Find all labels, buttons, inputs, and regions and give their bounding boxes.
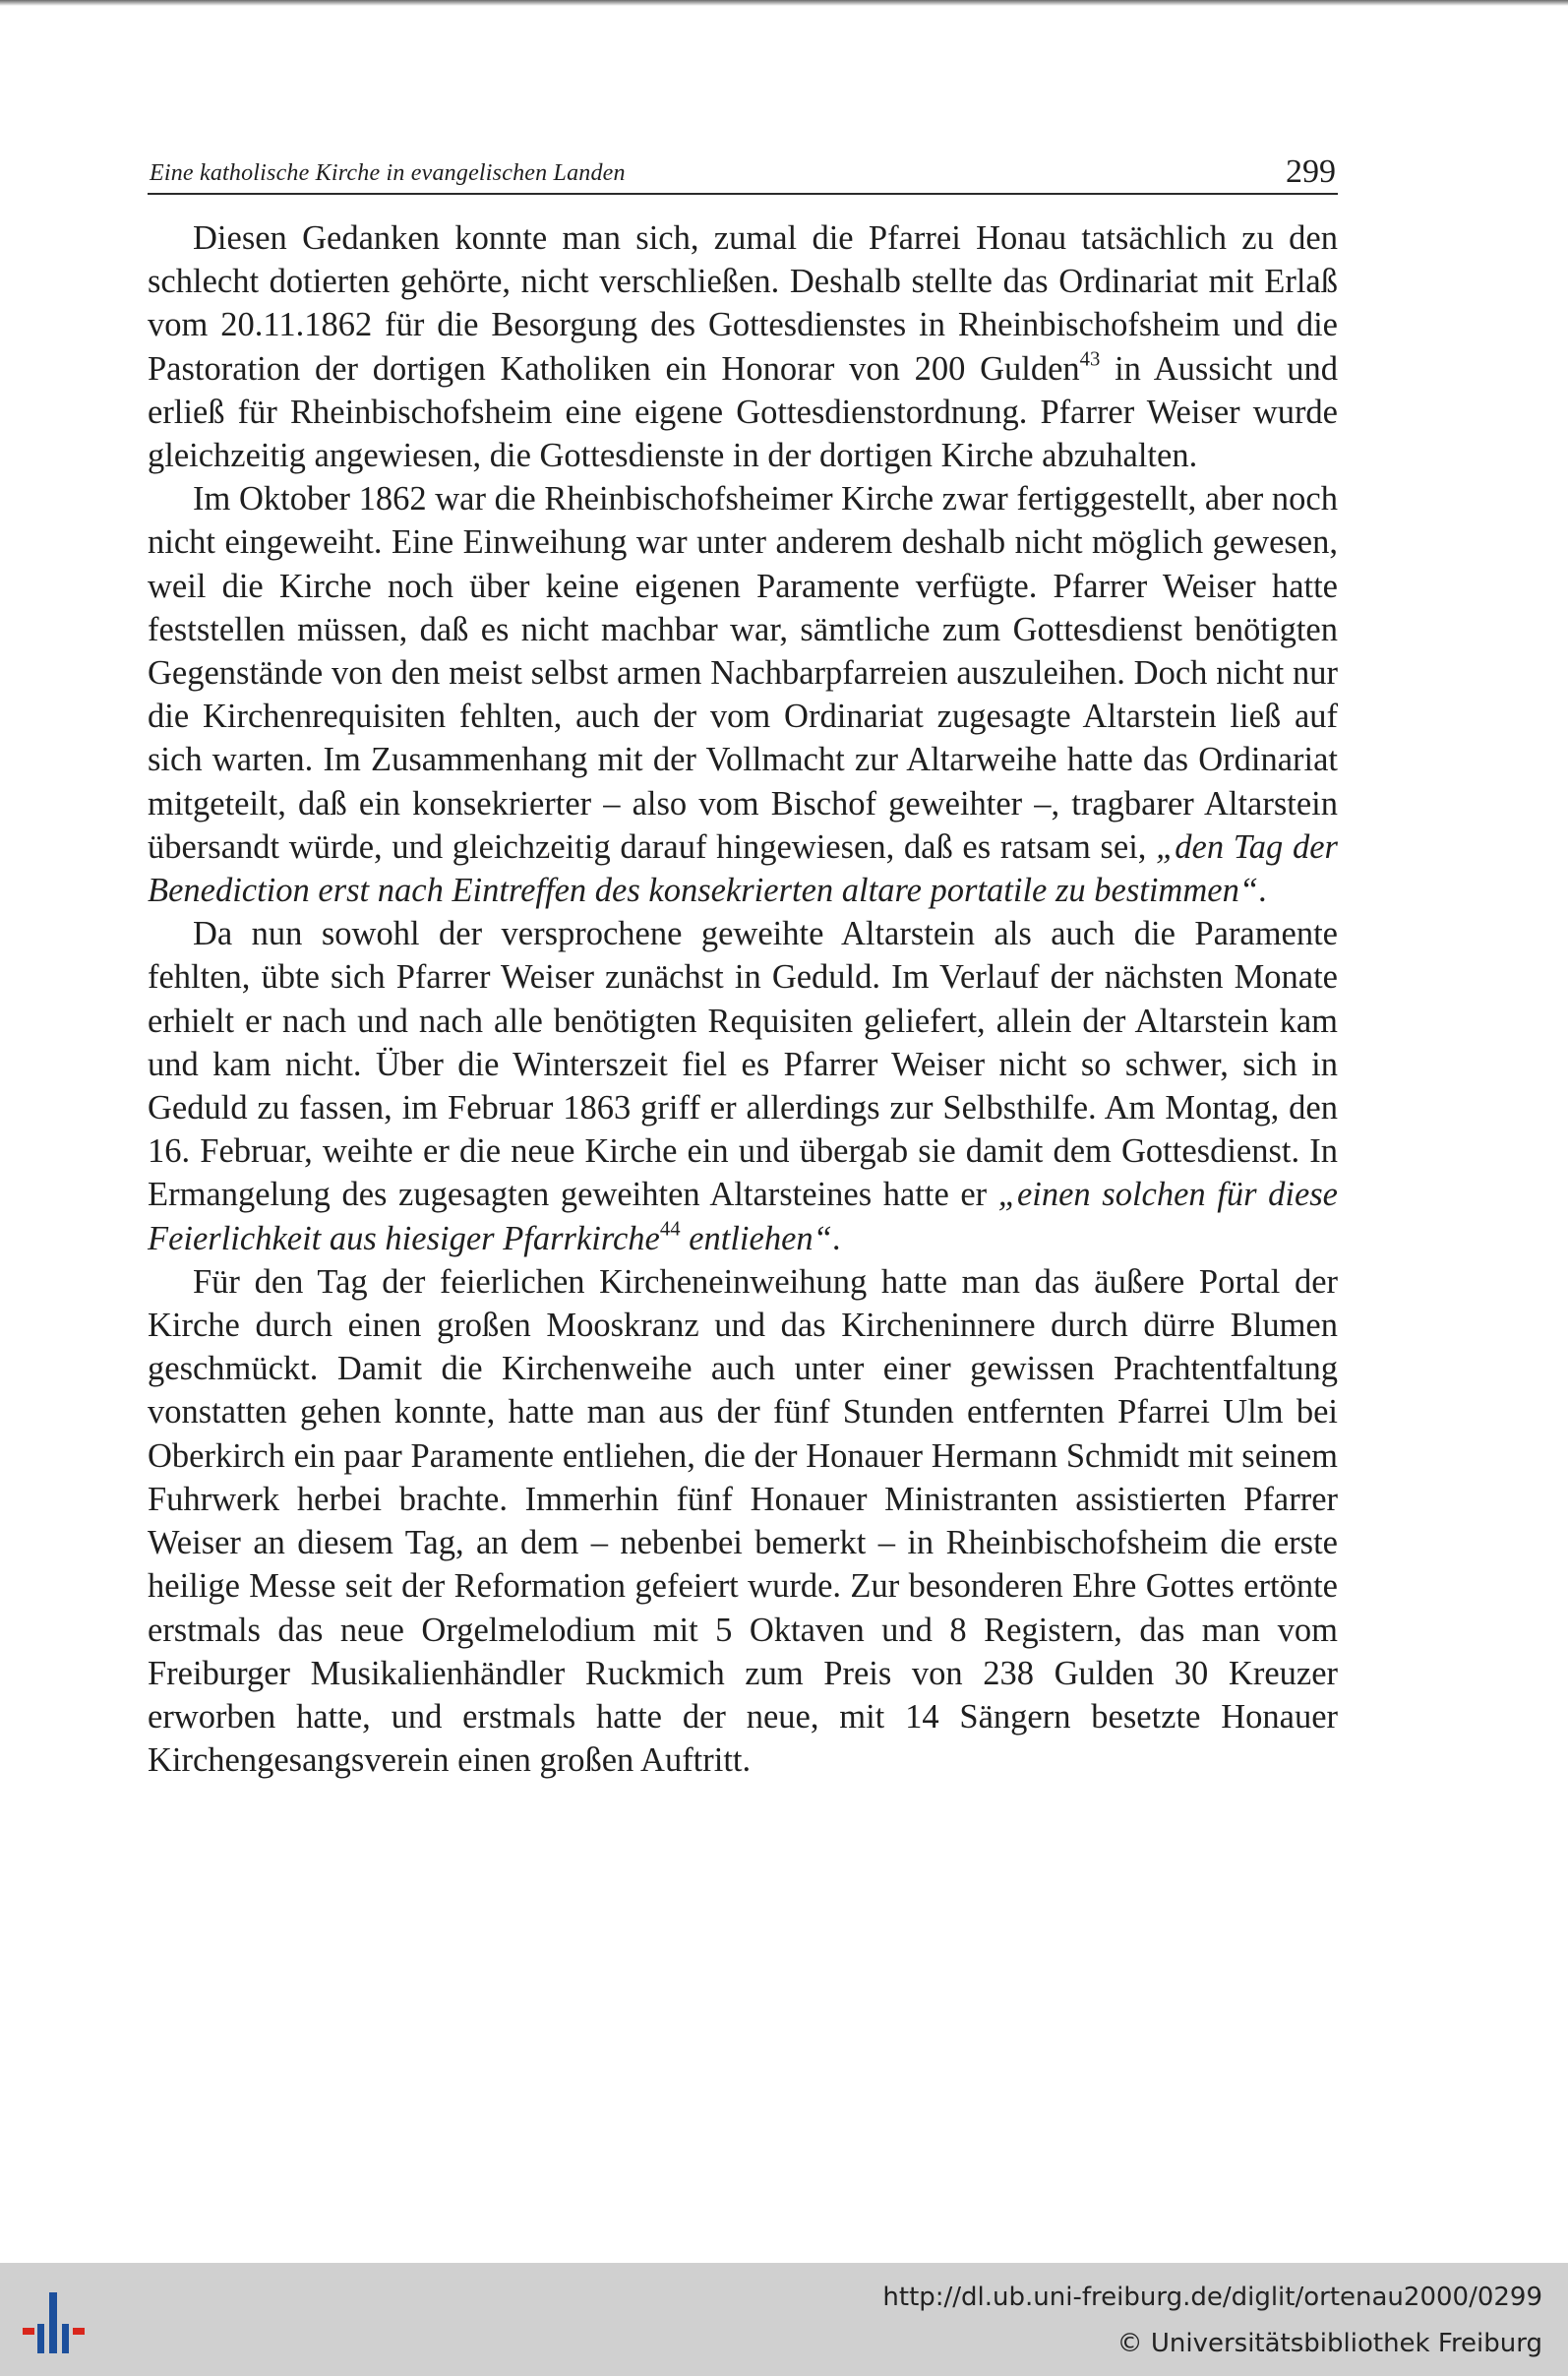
text-run: Diesen Gedanken konnte man sich, zumal die Pfarrei Honau tatsächlich zu den schlecht dotierten gehörte, nicht verschließen. Deshalb stellte das Ordinariat mit Erlaß vom 20.11.1862 für die Besorgung des Gottesdienstes in Rheinbischofsheim und die Pastoration der dortigen Katholiken ein Honorar von 200 Gulden bbox=[148, 219, 1338, 388]
copyright-notice: © Universitätsbibliothek Freiburg bbox=[1116, 2329, 1542, 2358]
paragraph-4 bbox=[148, 1260, 1338, 1782]
footnote-ref-43: 43 bbox=[1079, 348, 1101, 371]
ub-freiburg-logo-icon[interactable] bbox=[20, 2285, 98, 2363]
text-run: Da nun sowohl der versprochene geweihte Altarstein als auch die Paramente fehlten, übte sich Pfarrer Weiser zunächst in Geduld. Im Verlauf der nächsten Monate erhielt er nach und nach alle benötigten Requisiten geliefert, allein der Altarstein kam und kam nicht. Über die Winterszeit fiel es Pfarrer Weiser nicht so schwer, sich in Geduld zu fassen, im Februar 1863 griff er allerdings zur Selbsthilfe. Am Montag, den 16. Februar, weihte er die neue Kirche ein und übergab sie damit dem Gottesdienst. In Ermangelung des zugesagten geweihten Altarsteines hatte er bbox=[148, 915, 1338, 1214]
paragraph-3 bbox=[148, 912, 1338, 1260]
running-title: Eine katholische Kirche in evangelischen Landen bbox=[150, 160, 626, 186]
text-run: . bbox=[831, 1219, 841, 1257]
scan-edge bbox=[0, 0, 1568, 6]
text-run: Im Oktober 1862 war die Rheinbischofsheimer Kirche zwar fertiggestellt, aber noch nicht eingeweiht. Eine Einweihung war unter anderem deshalb nicht möglich gewesen, weil die Kirche noch über keine eigenen Paramente verfügte. Pfarrer Weiser hatte feststellen müssen, daß es nicht machbar war, sämtliche zum Gottesdienst benötigten Gegenstände von den meist selbst armen Nachbarpfarreien auszuleihen. Doch nicht nur die Kirchenrequisiten fehlten, auch der vom Ordinariat zugesagte Altarstein ließ auf sich warten. Im Zusammenhang mit der Vollmacht zur Altarweihe hatte das Ordinariat mitgeteilt, daß ein konsekrierter – also vom Bischof geweihter –, tragbarer Altarstein übersandt würde, und gleichzeitig darauf hingewiesen, daß es ratsam sei, bbox=[148, 480, 1338, 866]
book-page bbox=[148, 138, 1338, 1782]
logo-graphic bbox=[20, 2285, 98, 2363]
digitization-footer bbox=[0, 2263, 1568, 2376]
quotation: entliehen“ bbox=[680, 1219, 832, 1257]
body-text bbox=[148, 216, 1338, 1782]
text-run: in Aussicht und erließ für Rheinbischofsheim eine eigene Gottesdienstordnung. Pfarrer Weiser wurde gleichzeitig angewiesen, die Gottesdienste in der dortigen Kirche abzuhalten. bbox=[148, 349, 1338, 475]
paragraph-1 bbox=[148, 216, 1338, 477]
quotation: „einen solchen für diese Feierlichkeit aus hiesiger Pfarrkirche bbox=[148, 1176, 1338, 1257]
page-number: 299 bbox=[1286, 153, 1336, 190]
source-url-link[interactable]: http://dl.ub.uni-freiburg.de/diglit/ortenau2000/0299 bbox=[882, 2283, 1542, 2312]
text-run: Für den Tag der feierlichen Kircheneinweihung hatte man das äußere Portal der Kirche durch einen großen Mooskranz und das Kircheninnere durch dürre Blumen geschmückt. Damit die Kirchenweihe auch unter einer gewissen Prachtentfaltung vonstatten gehen konnte, hatte man aus der fünf Stunden entfernten Pfarrei Ulm bei Oberkirch ein paar Paramente entliehen, die der Honauer Hermann Schmidt mit seinem Fuhrwerk herbei brachte. Immerhin fünf Honauer Ministranten assistierten Pfarrer Weiser an diesem Tag, an dem – nebenbei bemerkt – in Rheinbischofsheim die erste heilige Messe seit der Reformation gefeiert wurde. Zur besonderen Ehre Gottes ertönte erstmals das neue Orgelmelodium mit 5 Oktaven und 8 Registern, das man vom Freiburger Musikalienhändler Ruckmich zum Preis von 238 Gulden 30 Kreuzer erworben hatte, und erstmals hatte der neue, mit 14 Sängern besetzte Honauer Kirchengesangsverein einen großen Auftritt. bbox=[148, 1262, 1338, 1780]
footnote-ref-44: 44 bbox=[659, 1218, 681, 1241]
running-head bbox=[148, 138, 1338, 195]
paragraph-2 bbox=[148, 477, 1338, 912]
text-run: . bbox=[1258, 872, 1267, 910]
quotation: „den Tag der Benediction erst nach Eintreffen des konsekrierten altare portatile zu bestimmen“ bbox=[148, 827, 1338, 910]
